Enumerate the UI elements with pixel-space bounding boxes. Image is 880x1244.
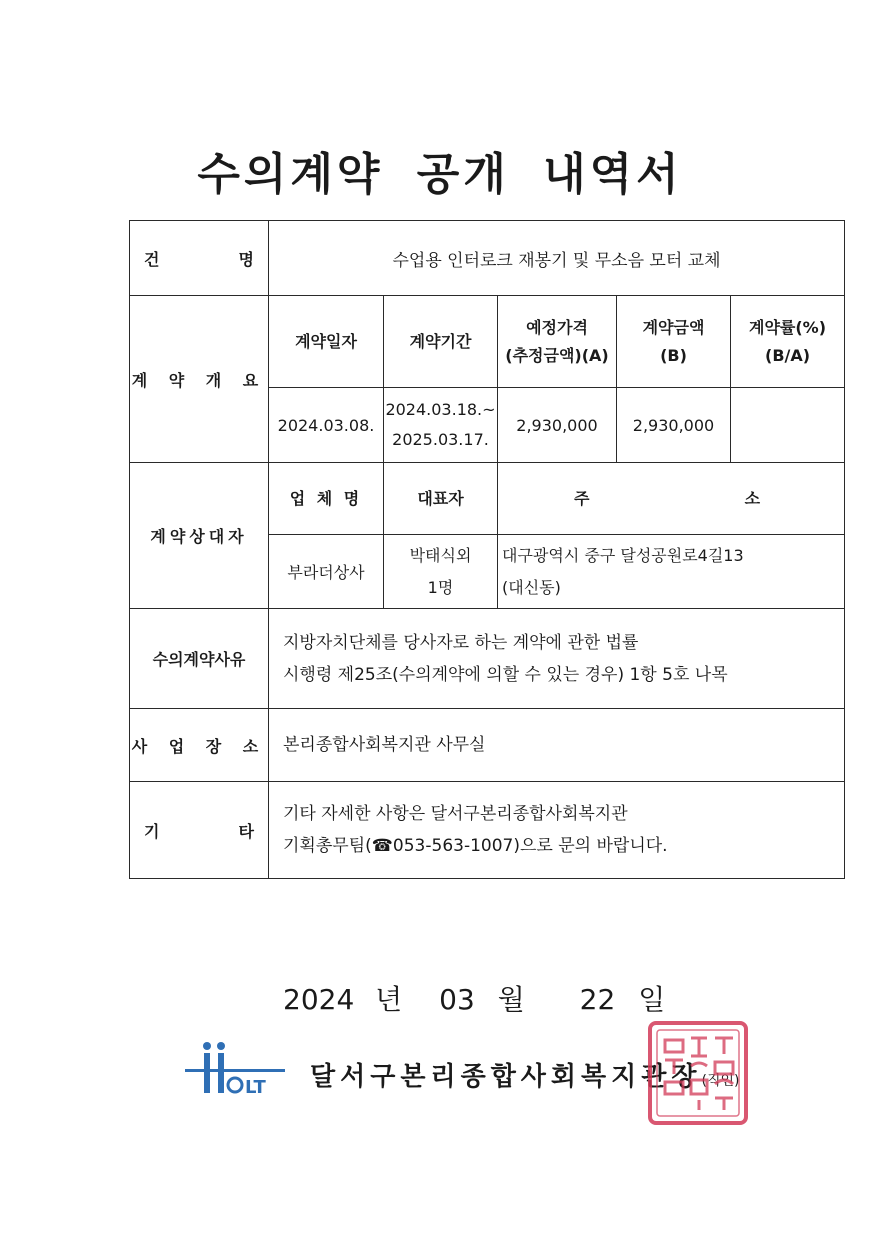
place-value: 본리종합사회복지관 사무실 (269, 709, 845, 782)
contract-period-value: 2024.03.18.~ 2025.03.17. (384, 388, 498, 463)
contract-amount-value: 2,930,000 (617, 388, 731, 463)
row-party-headers (130, 463, 845, 535)
header-contract-amount: 계약금액 (B) (617, 296, 731, 388)
header-contract-rate: 계약률(%) (B/A) (731, 296, 845, 388)
label-place: 사 업 장 소 (130, 709, 269, 782)
label-contract-name: 건 명 (130, 221, 269, 296)
issue-date (283, 978, 665, 1018)
official-seal (647, 1020, 749, 1126)
document-title: 수의계약 공개 내역서 (197, 149, 683, 200)
contract-rate-value (731, 388, 845, 463)
date-month: 03 (439, 983, 475, 1016)
contract-table (129, 220, 845, 879)
contract-date-value: 2024.03.08. (269, 388, 384, 463)
row-etc (130, 782, 845, 879)
seal-note: (직인) (701, 1073, 740, 1089)
header-representative: 대표자 (384, 463, 498, 535)
row-reason (130, 609, 845, 709)
row-place (130, 709, 845, 782)
representative-value: 박태식외 1명 (384, 535, 498, 609)
header-contract-period: 계약기간 (384, 296, 498, 388)
row-summary-headers (130, 296, 845, 388)
svg-text:LT: LT (245, 1077, 266, 1098)
contract-name-value: 수업용 인터로크 재봉기 및 무소음 모터 교체 (269, 221, 845, 296)
date-year: 2024 (283, 983, 355, 1016)
header-address: 주 소 (498, 463, 845, 535)
reason-value: 지방자치단체를 당사자로 하는 계약에 관한 법률 시행령 제25조(수의계약에 의할 수 있는 경우) 1항 5호 나목 (269, 609, 845, 709)
header-estimated-price: 예정가격 (추정금액)(A) (498, 296, 617, 388)
welfare-center-logo (185, 1040, 285, 1098)
date-year-unit: 년 (375, 983, 403, 1016)
label-etc: 기 타 (130, 782, 269, 879)
header-company: 업 체 명 (269, 463, 384, 535)
label-contract-summary: 계 약 개 요 (130, 296, 269, 463)
header-contract-date: 계약일자 (269, 296, 384, 388)
date-month-unit: 월 (497, 983, 525, 1016)
signer-name: 달서구본리종합사회복지관장(직인) (310, 1062, 740, 1092)
address-value: 대구광역시 중구 달성공원로4길13 (대신동) (498, 535, 845, 609)
estimated-price-value: 2,930,000 (498, 388, 617, 463)
date-day: 22 (579, 983, 616, 1016)
date-day-unit: 일 (638, 983, 666, 1016)
etc-value: 기타 자세한 사항은 달서구본리종합사회복지관 기획총무팀(☎053-563-1007)으로 문의 바랍니다. (269, 782, 845, 879)
label-contractor: 계약상대자 (130, 463, 269, 609)
company-value: 부라더상사 (269, 535, 384, 609)
row-contract-name (130, 221, 845, 296)
label-reason: 수의계약사유 (130, 609, 269, 709)
